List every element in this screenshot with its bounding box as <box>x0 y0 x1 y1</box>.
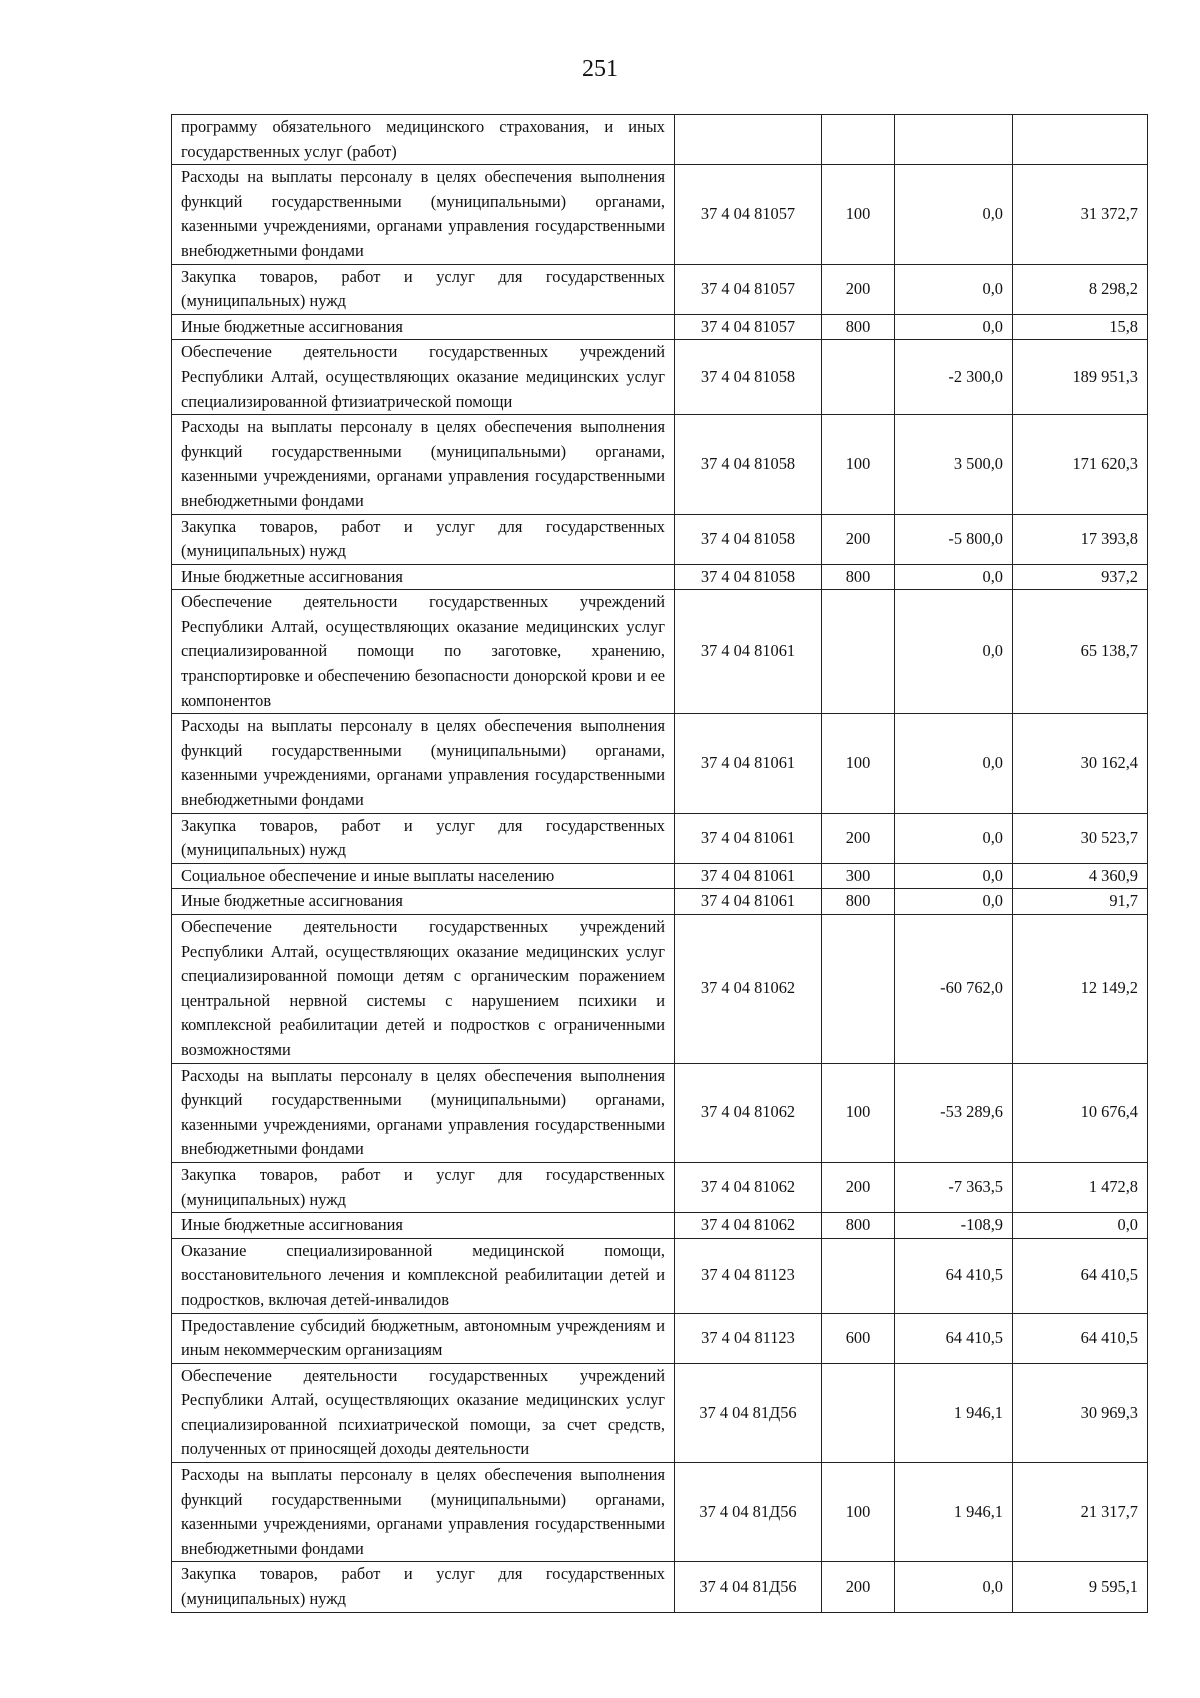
row-description: Оказание специализированной медицинской помощи, восстановительного лечения и комплексной реабилитации детей и подростков, включая детей-инвалидов <box>172 1238 675 1313</box>
row-expense-type: 200 <box>822 1562 895 1612</box>
row-change-amount: -5 800,0 <box>895 514 1013 564</box>
row-target-code: 37 4 04 81058 <box>675 340 822 415</box>
row-expense-type <box>822 915 895 1064</box>
row-description: Обеспечение деятельности государственных учреждений Республики Алтай, осуществляющих оказание медицинских услуг специализированной психиатрической помощи, за счет средств, полученных от приносящей доходы деятельности <box>172 1363 675 1462</box>
row-description: Расходы на выплаты персоналу в целях обеспечения выполнения функций государственными (муниципальными) органами, казенными учреждениями, органами управления государственными внебюджетными фондами <box>172 415 675 514</box>
row-description: Расходы на выплаты персоналу в целях обеспечения выполнения функций государственными (муниципальными) органами, казенными учреждениями, органами управления государственными внебюджетными фондами <box>172 165 675 264</box>
row-expense-type <box>822 1238 895 1313</box>
table-row <box>172 813 1148 863</box>
row-change-amount: 0,0 <box>895 314 1013 340</box>
row-description: Иные бюджетные ассигнования <box>172 564 675 590</box>
row-total-amount: 17 393,8 <box>1013 514 1148 564</box>
row-total-amount: 31 372,7 <box>1013 165 1148 264</box>
row-expense-type: 800 <box>822 889 895 915</box>
row-description: Расходы на выплаты персоналу в целях обеспечения выполнения функций государственными (муниципальными) органами, казенными учреждениями, органами управления государственными внебюджетными фондами <box>172 714 675 813</box>
budget-table <box>171 114 1148 1613</box>
row-total-amount: 4 360,9 <box>1013 863 1148 889</box>
row-total-amount: 9 595,1 <box>1013 1562 1148 1612</box>
row-target-code: 37 4 04 81057 <box>675 314 822 340</box>
row-description: Предоставление субсидий бюджетным, автономным учреждениям и иным некоммерческим организациям <box>172 1313 675 1363</box>
row-change-amount: 0,0 <box>895 863 1013 889</box>
table-row <box>172 889 1148 915</box>
row-description: Иные бюджетные ассигнования <box>172 1213 675 1239</box>
table-row <box>172 714 1148 813</box>
row-expense-type <box>822 115 895 165</box>
row-total-amount: 30 523,7 <box>1013 813 1148 863</box>
row-description: Иные бюджетные ассигнования <box>172 889 675 915</box>
row-target-code: 37 4 04 81061 <box>675 590 822 714</box>
row-total-amount: 64 410,5 <box>1013 1238 1148 1313</box>
table-row <box>172 1363 1148 1462</box>
row-expense-type: 100 <box>822 714 895 813</box>
row-total-amount <box>1013 115 1148 165</box>
row-change-amount: 64 410,5 <box>895 1238 1013 1313</box>
row-total-amount: 15,8 <box>1013 314 1148 340</box>
row-total-amount: 0,0 <box>1013 1213 1148 1239</box>
row-target-code: 37 4 04 81061 <box>675 813 822 863</box>
table-row <box>172 415 1148 514</box>
row-description: Закупка товаров, работ и услуг для государственных (муниципальных) нужд <box>172 813 675 863</box>
row-target-code: 37 4 04 81058 <box>675 514 822 564</box>
row-target-code: 37 4 04 81061 <box>675 889 822 915</box>
row-target-code: 37 4 04 81061 <box>675 863 822 889</box>
row-target-code: 37 4 04 81062 <box>675 1162 822 1212</box>
row-expense-type: 100 <box>822 1063 895 1162</box>
row-expense-type: 300 <box>822 863 895 889</box>
row-expense-type: 800 <box>822 1213 895 1239</box>
row-total-amount: 65 138,7 <box>1013 590 1148 714</box>
page-number: 251 <box>582 56 618 82</box>
row-description: Иные бюджетные ассигнования <box>172 314 675 340</box>
row-total-amount: 30 162,4 <box>1013 714 1148 813</box>
row-target-code: 37 4 04 81123 <box>675 1238 822 1313</box>
row-total-amount: 30 969,3 <box>1013 1363 1148 1462</box>
row-change-amount: 3 500,0 <box>895 415 1013 514</box>
row-description: Закупка товаров, работ и услуг для государственных (муниципальных) нужд <box>172 1562 675 1612</box>
row-description: Закупка товаров, работ и услуг для государственных (муниципальных) нужд <box>172 514 675 564</box>
row-description: программу обязательного медицинского страхования, и иных государственных услуг (работ) <box>172 115 675 165</box>
row-change-amount: -2 300,0 <box>895 340 1013 415</box>
table-row <box>172 1162 1148 1212</box>
row-change-amount: 0,0 <box>895 714 1013 813</box>
row-change-amount: -7 363,5 <box>895 1162 1013 1212</box>
table-row <box>172 1238 1148 1313</box>
row-target-code: 37 4 04 81061 <box>675 714 822 813</box>
row-description: Расходы на выплаты персоналу в целях обеспечения выполнения функций государственными (муниципальными) органами, казенными учреждениями, органами управления государственными внебюджетными фондами <box>172 1463 675 1562</box>
budget-table-body <box>172 115 1148 1613</box>
row-expense-type: 100 <box>822 415 895 514</box>
row-expense-type <box>822 1363 895 1462</box>
row-change-amount <box>895 115 1013 165</box>
table-row <box>172 1063 1148 1162</box>
row-expense-type: 800 <box>822 314 895 340</box>
row-change-amount: 1 946,1 <box>895 1363 1013 1462</box>
row-expense-type: 200 <box>822 264 895 314</box>
row-total-amount: 1 472,8 <box>1013 1162 1148 1212</box>
row-description: Обеспечение деятельности государственных учреждений Республики Алтай, осуществляющих оказание медицинских услуг специализированной помощи по заготовке, хранению, транспортировке и обеспечению безопасности донорской крови и ее компонентов <box>172 590 675 714</box>
table-row <box>172 314 1148 340</box>
row-target-code: 37 4 04 81Д56 <box>675 1463 822 1562</box>
row-description: Расходы на выплаты персоналу в целях обеспечения выполнения функций государственными (муниципальными) органами, казенными учреждениями, органами управления государственными внебюджетными фондами <box>172 1063 675 1162</box>
row-total-amount: 189 951,3 <box>1013 340 1148 415</box>
row-target-code: 37 4 04 81123 <box>675 1313 822 1363</box>
row-target-code <box>675 115 822 165</box>
row-change-amount: 0,0 <box>895 165 1013 264</box>
row-target-code: 37 4 04 81058 <box>675 564 822 590</box>
row-expense-type: 800 <box>822 564 895 590</box>
row-total-amount: 8 298,2 <box>1013 264 1148 314</box>
row-expense-type: 600 <box>822 1313 895 1363</box>
row-change-amount: 0,0 <box>895 813 1013 863</box>
table-row <box>172 1463 1148 1562</box>
row-change-amount: -53 289,6 <box>895 1063 1013 1162</box>
row-total-amount: 64 410,5 <box>1013 1313 1148 1363</box>
row-target-code: 37 4 04 81057 <box>675 165 822 264</box>
row-target-code: 37 4 04 81Д56 <box>675 1562 822 1612</box>
table-row <box>172 340 1148 415</box>
table-row <box>172 1313 1148 1363</box>
row-change-amount: 0,0 <box>895 889 1013 915</box>
table-row <box>172 863 1148 889</box>
row-description: Обеспечение деятельности государственных учреждений Республики Алтай, осуществляющих оказание медицинских услуг специализированной фтизиатрической помощи <box>172 340 675 415</box>
row-change-amount: 0,0 <box>895 564 1013 590</box>
row-description: Обеспечение деятельности государственных учреждений Республики Алтай, осуществляющих оказание медицинских услуг специализированной помощи детям с органическим поражением центральной нервной системы с нарушением психики и комплексной реабилитации детей и подростков с ограниченными возможностями <box>172 915 675 1064</box>
table-row <box>172 514 1148 564</box>
row-expense-type: 100 <box>822 165 895 264</box>
table-row <box>172 590 1148 714</box>
row-total-amount: 171 620,3 <box>1013 415 1148 514</box>
table-row <box>172 915 1148 1064</box>
row-total-amount: 937,2 <box>1013 564 1148 590</box>
table-row <box>172 1213 1148 1239</box>
row-total-amount: 21 317,7 <box>1013 1463 1148 1562</box>
row-change-amount: 0,0 <box>895 1562 1013 1612</box>
row-target-code: 37 4 04 81Д56 <box>675 1363 822 1462</box>
table-row <box>172 165 1148 264</box>
row-change-amount: 0,0 <box>895 590 1013 714</box>
row-target-code: 37 4 04 81062 <box>675 915 822 1064</box>
row-expense-type <box>822 590 895 714</box>
row-change-amount: -60 762,0 <box>895 915 1013 1064</box>
row-description: Закупка товаров, работ и услуг для государственных (муниципальных) нужд <box>172 264 675 314</box>
row-description: Закупка товаров, работ и услуг для государственных (муниципальных) нужд <box>172 1162 675 1212</box>
row-target-code: 37 4 04 81062 <box>675 1213 822 1239</box>
row-target-code: 37 4 04 81057 <box>675 264 822 314</box>
row-expense-type: 200 <box>822 1162 895 1212</box>
row-total-amount: 10 676,4 <box>1013 1063 1148 1162</box>
row-target-code: 37 4 04 81058 <box>675 415 822 514</box>
row-change-amount: 1 946,1 <box>895 1463 1013 1562</box>
row-total-amount: 12 149,2 <box>1013 915 1148 1064</box>
row-total-amount: 91,7 <box>1013 889 1148 915</box>
row-change-amount: -108,9 <box>895 1213 1013 1239</box>
row-expense-type: 200 <box>822 813 895 863</box>
table-row <box>172 1562 1148 1612</box>
row-target-code: 37 4 04 81062 <box>675 1063 822 1162</box>
row-change-amount: 0,0 <box>895 264 1013 314</box>
table-row <box>172 115 1148 165</box>
table-row <box>172 264 1148 314</box>
row-expense-type: 200 <box>822 514 895 564</box>
row-expense-type: 100 <box>822 1463 895 1562</box>
row-description: Социальное обеспечение и иные выплаты населению <box>172 863 675 889</box>
row-expense-type <box>822 340 895 415</box>
table-row <box>172 564 1148 590</box>
row-change-amount: 64 410,5 <box>895 1313 1013 1363</box>
